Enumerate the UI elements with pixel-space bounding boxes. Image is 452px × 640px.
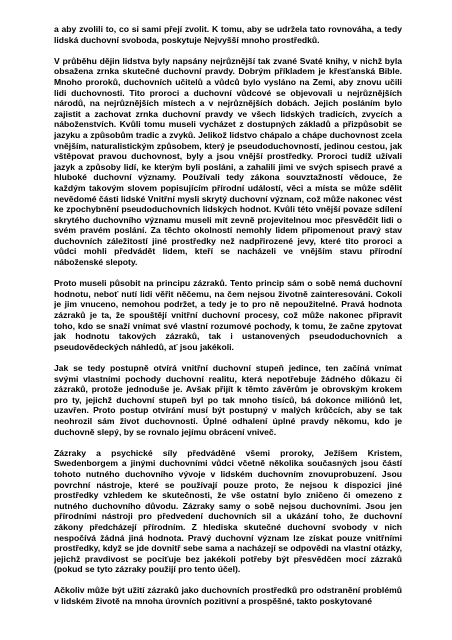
paragraph-5: Zázraky a psychické síly předváděné všemi proroky, Ježíšem Kristem, Swedenborgem a jinými duchovními vůdci včetně několika současných jsou částí tohoto nutného duchovního vývoje v lidském duchovním znovuprobuzení. Jsou povrchní nástroje, které se používají pouze proto, že nejsou k dispozici jiné prostředky vzhledem ke skutečnosti, že vše ostatní bylo zničeno či omezeno z nutného duchovního důvodu. Zázraky samy o sobě nejsou duchovními. Jsou jen přírodními nástroji pro předvedení duchovních sil a ukázání toho, že duchovní zákony předcházejí přírodním. Z hlediska skutečné duchovní svobody v nich nespočívá žádná jiná hodnota. Pravý duchovní význam lze získat pouze vnitřními prostředky, když se jde dovnitř sebe sama a nacházejí se odpovědi na vlastní otázky, jejichž pravdivost se pociťuje bez jakékoli potřeby být přesvědčen mocí zázraků (pokud se tyto zázraky použijí pro tento účel).: [54, 447, 402, 575]
paragraph-3: Proto museli působit na principu zázraků. Tento princip sám o sobě nemá duchovní hodnotu, neboť nutí lidi věřit něčemu, na čem nejsou životně zainteresováni. Cokoli je jim vnuceno, nemohou podržet, a tedy je to pro ně nepoužitelné. Pravá hodnota zázraků je ta, že spouštějí vnitřní duchovní procesy, což může nakonec připravit toho, kdo se snaží vnímat své vlastní rozumové pochody, k tomu, že začne zpytovat jak hodnotu takových zázraků, tak i ustanovených pseudoduchovních a pseudovědeckých náhledů, ať jsou jakékoli.: [54, 278, 402, 352]
paragraph-6: Ačkoliv může být užití zázraků jako duchovních prostředků pro odstranění problémů v lidském životě na mnoha úrovních pozitivní a prospěšné, takto poskytované: [54, 585, 402, 607]
paragraph-2: V průběhu dějin lidstva byly napsány nejrůznější tak zvané Svaté knihy, v nichž byla obsažena zrnka skutečné duchovní pravdy. Dobrým příkladem je křesťanská Bible. Mnoho proroků, duchovních učitelů a vůdců bylo vysláno na Zemi, aby znovu učili lidi duchovnosti. Tito proroci a duchovní vůdcové se objevovali u nejrůznějších národů, na nejrůznějších místech a v nejrůznějších dobách. Jejich posláním bylo zajistit a zachovat zrnka duchovní pravdy ve všech lidských tradicích, zvycích a náboženstvích. Kvůli tomu museli vycházet z dostupných základů a přizpůsobit se jazyku a způsobům tradic a zvyků. Jelikož lidstvo chápalo a chápe duchovnost zcela vnějším, naturalistickým způsobem, který je pseudoduchovností, jedinou cestou, jak vštěpovat pravou duchovnost, byly a jsou vnější prostředky. Proroci tudíž užívali jazyk a způsoby lidí, ke kterým byli posláni, a zahalili jimi ve svých spisech pravé a hluboké duchovní významy. Používali tedy zákona souvztažností vědouce, že každým takovým slovem popisujícím přírodní událostí, věci a místa se může sdělit nevědomé části lidské Vnitřní mysli skrytý duchovní význam, což může nakonec vést ke zpochybnění pseudoduchovních lidských hodnot. Kvůli této vnější povaze sdílení skrytého duchovního významu museli mít zevně projevitelnou moc přesvědčit lidi o svém pravém poslání. Za těchto okolností nemohly lidem připomenout pravý stav duchovních záležitostí jiné prostředky než nadpřirozené jevy, které tito proroci a vůdci mohli předvádět lidem, kteří se nacházeli ve vnějším stavu přírodní náboženské slepoty.: [54, 55, 402, 268]
paragraph-1: a aby zvolili to, co si sami přejí zvolit. K tomu, aby se udržela tato rovnováha, a tedy lidská duchovní svoboda, poskytuje Nejvyšší mnoho prostředků.: [54, 24, 402, 45]
paragraph-4: Jak se tedy postupně otvírá vnitřní duchovní stupeň jedince, ten začíná vnímat svými vlastními pochody duchovní realitu, která nepotřebuje žádného důkazu či zázraků, protože jednoduše je. Avšak přijít k těmto závěrům je obrovským krokem pro ty, jejichž duchovní stupeň byl po tak mnoho tisíců, bá dokonce miliónů let, uzavřen. Proto postup otvírání musí být postupný v malých krůčcích, aby se tak neohrozil sám život duchovnosti. Úplné odhalení úplné pravdy někomu, kdo je duchovně slepý, by se rovnalo jejímu obrácení vniveč.: [54, 363, 402, 437]
document-page: [54, 24, 402, 617]
